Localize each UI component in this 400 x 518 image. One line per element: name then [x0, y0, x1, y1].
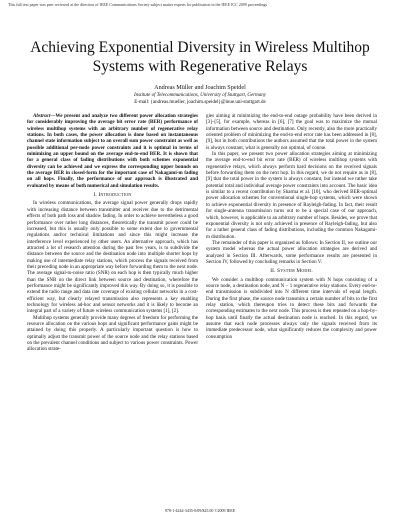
copyright-footer: 978-1-4244-3435-0/09/$25.00 ©2009 IEEE: [164, 508, 236, 513]
email-line: E-mail: {andreas.mueller, joachim.speidel}@inue.uni-stuttgart.de: [134, 100, 266, 105]
paragraph: In this paper, we present two power allocation strategies aiming at minimizing the average end-to-end bit error rate (BER) of wireless multihop systems with regenerative relays, which always perform hard decisions on the received signals before forwarding them on the next hop. In this regard, we do not require as in [8], [9] that the total power in the system is always constant, but instead we rather take potential total and individual average power constraints into account. The basic idea is similar to a recent contribution by Sharma et al. [10], who derived BER-optimal power allocation schemes for conventional single-hop systems, which were shown to achieve exponential diversity in presence of Rayleigh-fading. In fact, their result for single-antenna transmission turns out to be a special case of our approach, which, however, is applicable to an arbitrary number of hops. Besides, we prove that exponential diversity is not only achieved in presence of Rayleigh-fading, but also for a rather general class of fading distributions, including the common Nakagami-m distribution.: [206, 151, 377, 240]
authors: Andreas Müller and Joachim Speidel: [154, 84, 246, 91]
paper-title: Achieving Exponential Diversity in Wireless Multihop Systems with Regenerative Relays: [30, 39, 370, 75]
paragraph: gies aiming at minimizing the end-to-end outage probability have been derived in [3]–[5], for example, whereas in [6], [7] the goal was to maximize the mutual information between source and destination. Only recently, also the more practically oriented problem of minimizing the end-to-end error rate has been addressed in [8], [9], but in both contributions the authors assumed that the total power in the system is always constant, what is generally not optimal, of course.: [206, 113, 377, 151]
left-column: [27, 113, 198, 353]
paragraph: We consider a multihop communication system with N hops consisting of a source node, a destination node, and N − 1 regenerative relay stations. Every end-to-end transmission is subdivided into N different time intervals of equal length. During the first phase, the source node transmits a certain number of bits to the first relay station, which thereupon tries to detect these bits and forwards the corresponding estimates to the next node. This process is then repeated on a hop-by-hop basis until finally the actual destination node is reached. In this regard, we assume that each node processes always only the signals received from its immediate predecessor node, what significantly reduces the complexity and power consumption: [206, 276, 377, 340]
section-heading-introduction: I. Introduction: [93, 192, 132, 199]
paragraph: Multihop systems generally provide many degrees of freedom for performing the resource allocation on the various hops and significant performance gains might be attained by doing this properly. A particularly important question is how to optimally adjust the transmit power of the source node and the relay stations based on the prevalent channel conditions and subject to various power constraints. Power allocation strate-: [27, 314, 198, 353]
paragraph: The remainder of this paper is organized as follows: In Section II, we outline our system model whereas the actual power allocation strategies are derived and analyzed in Section III. Afterwards, some performance results are presented in Section IV, followed by concluding remarks in Section V.: [206, 239, 377, 265]
review-notice: This full text paper was peer reviewed at the direction of IEEE Communications Society subject matter experts for publication in the IEEE ICC 2009 proceedings: [8, 2, 268, 7]
abstract-text: —We present and analyze two different power allocation strategies for considerably improving the average bit error rate (BER) performance of wireless multihop systems with an arbitrary number of regenerative relay stations. In both cases, the power allocation is done based on instantaneous channel state information subject to an overall sum power constraint as well as possible additional per-node power constraints and it is optimal in terms of minimizing an upper bound on the average end-to-end BER. It is shown that for a general class of fading distributions with both schemes exponential diversity can be achieved and we express the corresponding upper bounds on the average BER in closed-form for the important case of Nakagami-m fading on all hops. Finally, the performance of our approach is illustrated and evaluated by means of both numerical and simulation results.: [27, 113, 198, 189]
abstract-lead: Abstract: [33, 113, 51, 119]
right-column: [206, 113, 377, 340]
paragraph: In wireless communications, the average signal power generally drops rapidly with increasing distance between transmitter and receiver due to the detrimental effects of both path loss and shadow fading. In order to achieve nevertheless a good performance over rather long distances, theoretically the transmit power could be increased, but this is usually only possible to some extent due to governmental regulations and/or technical limitations and since this might increase the interference level experienced by other users. An alternative approach, which has attracted a lot of research attention during the past few years, is to subdivide the distance between the source and the destination node into multiple shorter hops by making use of intermediate relay stations, which process the signals received from their preceding node in an appropriate way before forwarding them to the next node. The average signal-to-noise ratio (SNR) on each hop is then typically much higher than the SNR on the direct link between source and destination, wherefore the performance might be significantly improved this way. By doing so, it is possible to extend the radio range and data rate coverage of existing cellular networks in a cost-efficient way, but clearly relayed transmission also represents a key enabling technology for wireless ad-hoc and sensor networks and it is likely to become an integral part of a variety of future wireless communication systems [1], [2].: [27, 200, 198, 315]
abstract: [27, 113, 198, 189]
section-heading-system-model: II. System Model: [270, 268, 313, 275]
affiliation: Institute of Telecommunications, University of Stuttgart, Germany: [133, 93, 267, 98]
